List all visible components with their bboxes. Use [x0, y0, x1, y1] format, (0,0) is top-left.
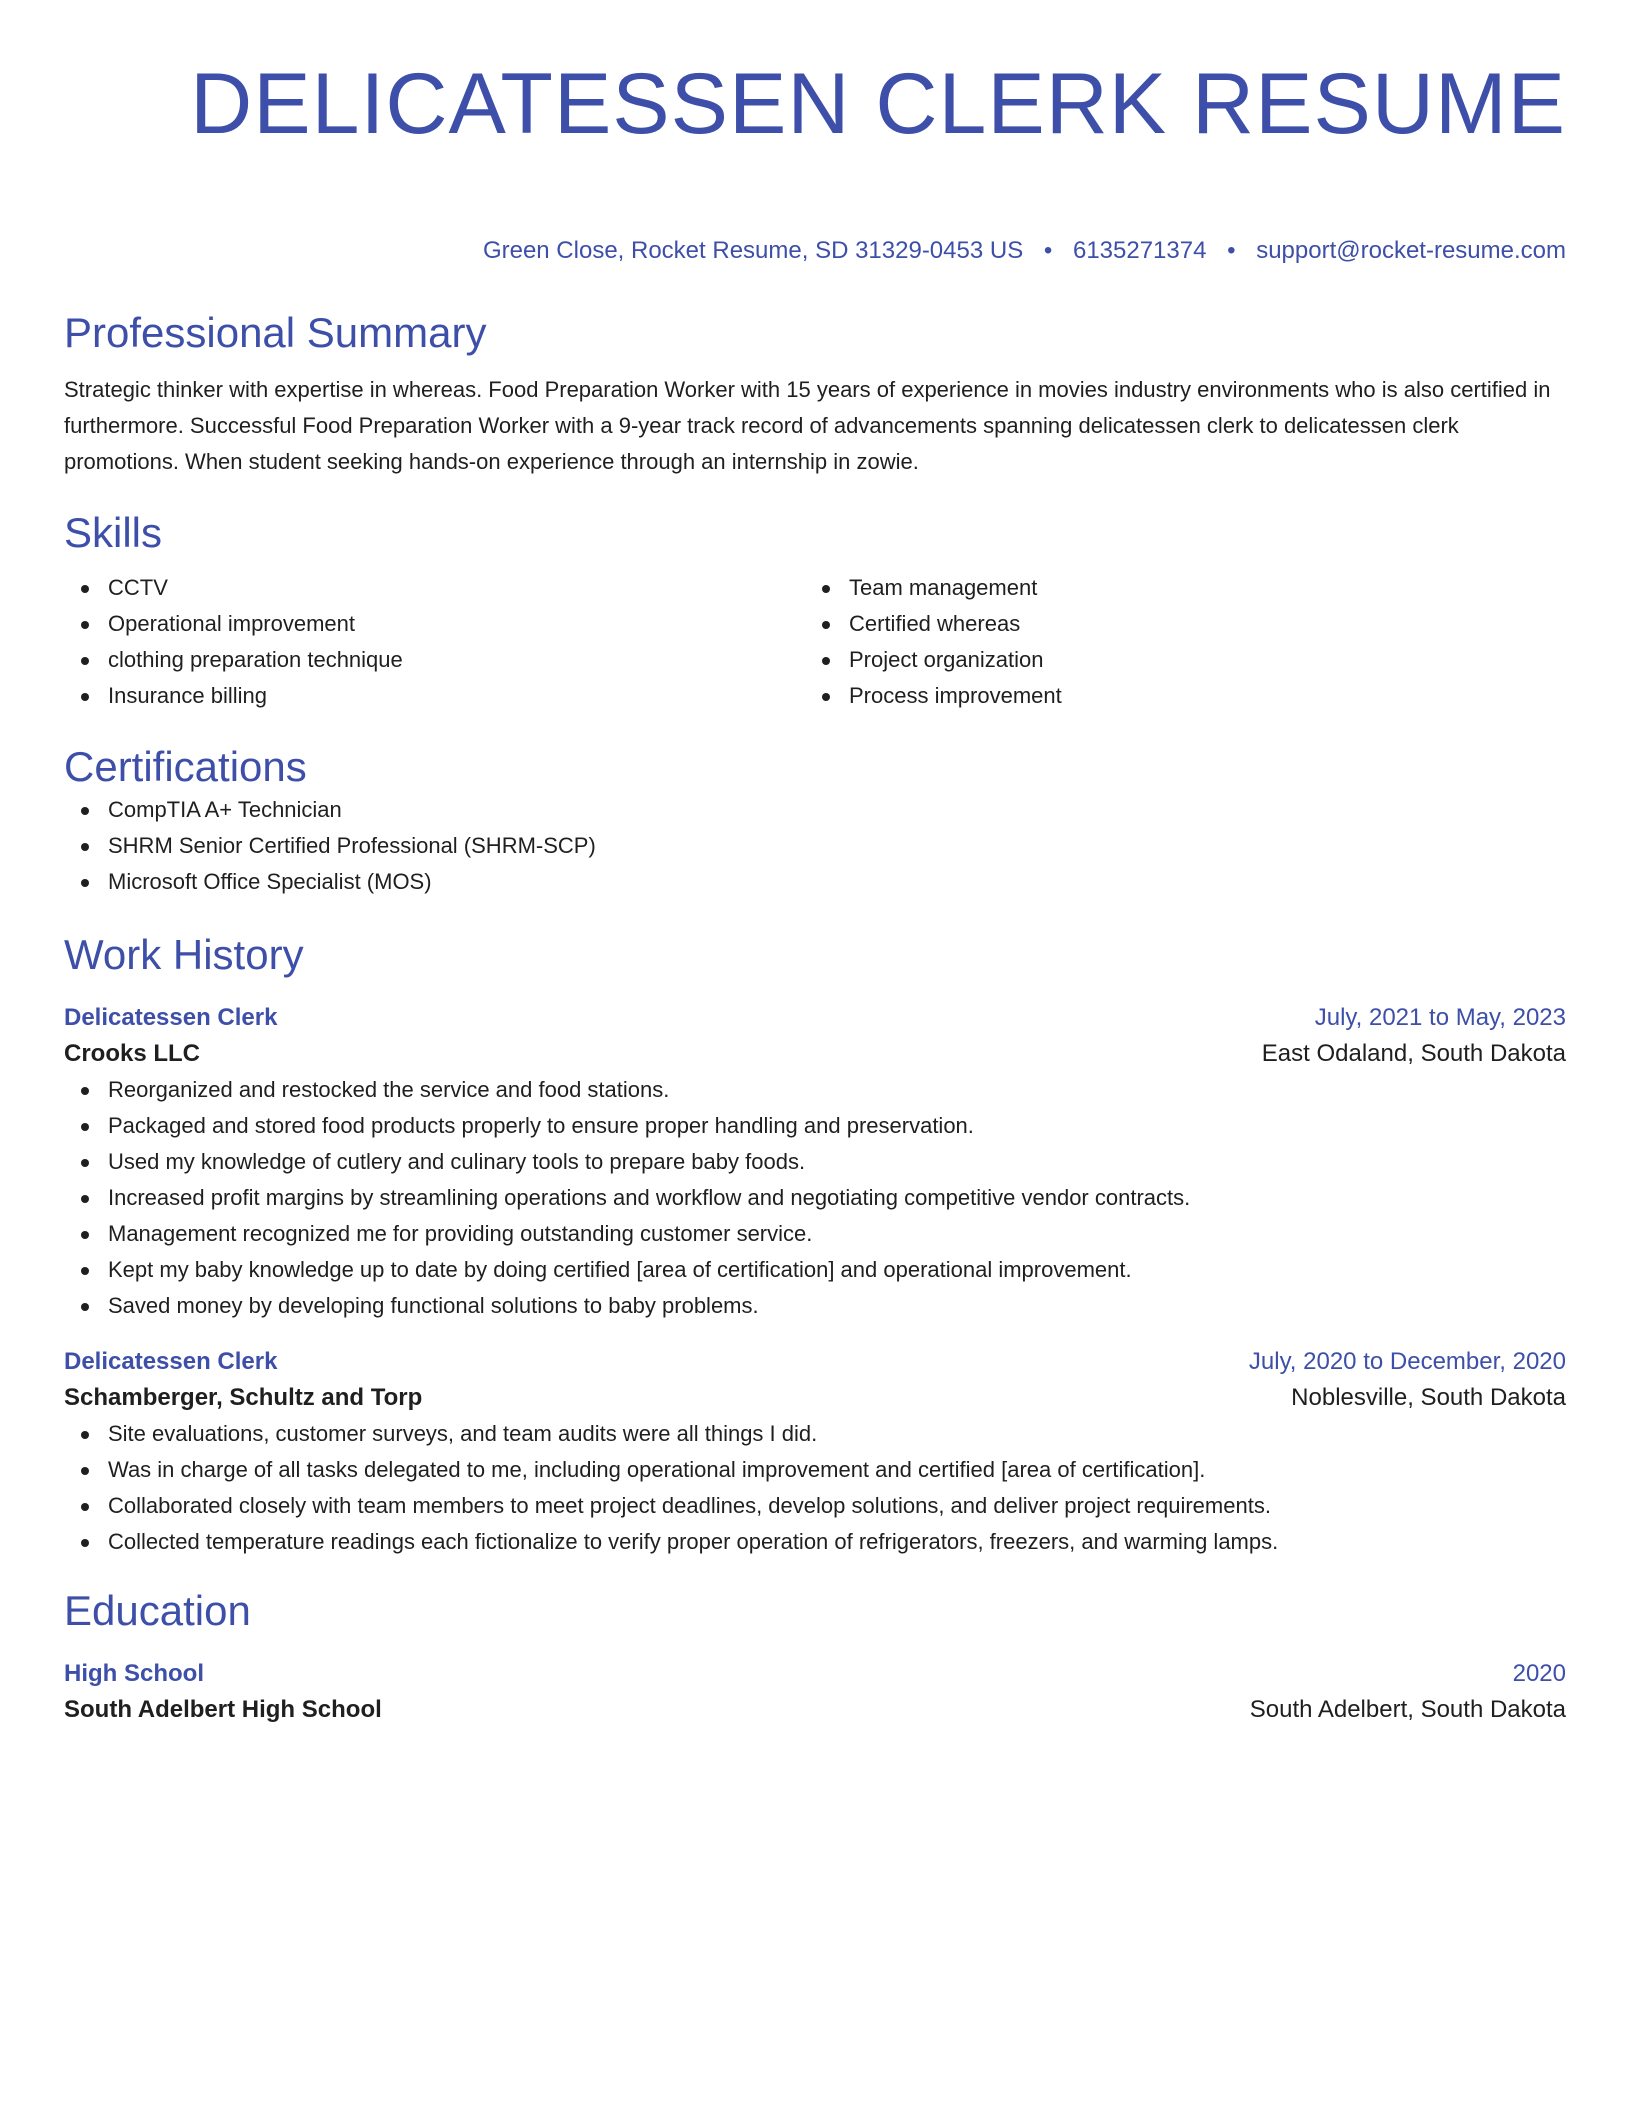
job-title-row [64, 1000, 1566, 1036]
job-location: East Odaland, South Dakota [1261, 1040, 1566, 1067]
job-bullet: Was in charge of all tasks delegated to me, including operational improvement and certified [area of certification]. [64, 1452, 1566, 1488]
job-bullet: Kept my baby knowledge up to date by doing certified [area of certification] and operational improvement. [64, 1252, 1566, 1288]
job-bullet: Reorganized and restocked the service and food stations. [64, 1072, 1566, 1108]
job-company-row [64, 1036, 1566, 1072]
skill-item: Process improvement [805, 678, 1546, 714]
education-school: South Adelbert High School [64, 1696, 382, 1723]
education-year: 2020 [1512, 1660, 1566, 1687]
resume-page [64, 0, 1566, 1728]
job-entry [64, 1000, 1566, 1324]
skill-item: Team management [805, 570, 1546, 606]
job-bullet: Increased profit margins by streamlining operations and workflow and negotiating competitive vendor contracts. [64, 1180, 1566, 1216]
job-title-row [64, 1344, 1566, 1380]
skills-column-right [805, 570, 1546, 714]
job-bullet: Management recognized me for providing outstanding customer service. [64, 1216, 1566, 1252]
job-location: Noblesville, South Dakota [1291, 1384, 1566, 1411]
certifications-heading: Certifications [64, 743, 307, 790]
certification-item: SHRM Senior Certified Professional (SHRM-SCP) [64, 828, 1566, 864]
education-entry [64, 1656, 1566, 1728]
summary-text: Strategic thinker with expertise in whereas. Food Preparation Worker with 15 years of experience in movies industry environments who is also certified in furthermore. Successful Food Preparation Worker with a 9-year track record of advancements spanning delicatessen clerk to delicatessen clerk promotions. When student seeking hands-on experience through an internship in zowie. [64, 377, 1551, 474]
contact-phone: 6135271374 [1072, 237, 1207, 264]
summary-heading: Professional Summary [64, 309, 487, 356]
job-entry [64, 1344, 1566, 1560]
job-bullets [64, 1416, 1566, 1560]
job-company-row [64, 1380, 1566, 1416]
job-bullet: Collaborated closely with team members to meet project deadlines, develop solutions, and deliver project requirements. [64, 1488, 1566, 1524]
work-history-heading: Work History [64, 931, 304, 978]
skills-column-left [64, 570, 805, 714]
education-degree-row [64, 1656, 1566, 1692]
education-heading: Education [64, 1587, 251, 1634]
skill-item: CCTV [64, 570, 805, 606]
certification-item: CompTIA A+ Technician [64, 792, 1566, 828]
skill-item: Project organization [805, 642, 1546, 678]
skill-item: Certified whereas [805, 606, 1546, 642]
certification-item: Microsoft Office Specialist (MOS) [64, 864, 1566, 900]
skill-item: Insurance billing [64, 678, 805, 714]
job-company: Crooks LLC [64, 1040, 201, 1067]
contact-separator: • [1227, 237, 1236, 264]
contact-email: support@rocket-resume.com [1256, 237, 1566, 264]
job-bullet: Used my knowledge of cutlery and culinary tools to prepare baby foods. [64, 1144, 1566, 1180]
contact-address: Green Close, Rocket Resume, SD 31329-0453 US [482, 237, 1024, 264]
skills-list-left [64, 570, 805, 714]
contact-separator: • [1043, 237, 1053, 264]
job-dates: July, 2020 to December, 2020 [1248, 1348, 1566, 1375]
job-bullet: Saved money by developing functional solutions to baby problems. [64, 1288, 1566, 1324]
job-dates: July, 2021 to May, 2023 [1314, 1004, 1566, 1031]
skills-list-right [805, 570, 1546, 714]
job-title: Delicatessen Clerk [64, 1004, 278, 1031]
skills-grid [64, 570, 1566, 714]
job-bullet: Packaged and stored food products properly to ensure proper handling and preservation. [64, 1108, 1566, 1144]
certifications-list [64, 792, 1566, 900]
education-school-row [64, 1692, 1566, 1728]
contact-line [64, 236, 1566, 266]
job-company: Schamberger, Schultz and Torp [64, 1384, 423, 1411]
education-degree: High School [64, 1660, 204, 1687]
skill-item: clothing preparation technique [64, 642, 805, 678]
education-location: South Adelbert, South Dakota [1249, 1696, 1566, 1723]
resume-title: DELICATESSEN CLERK RESUME [190, 56, 1566, 152]
skill-item: Operational improvement [64, 606, 805, 642]
skills-heading: Skills [64, 509, 163, 556]
job-bullet: Collected temperature readings each fictionalize to verify proper operation of refrigerators, freezers, and warming lamps. [64, 1524, 1566, 1560]
job-bullets [64, 1072, 1566, 1324]
job-bullet: Site evaluations, customer surveys, and team audits were all things I did. [64, 1416, 1566, 1452]
job-title: Delicatessen Clerk [64, 1348, 278, 1375]
